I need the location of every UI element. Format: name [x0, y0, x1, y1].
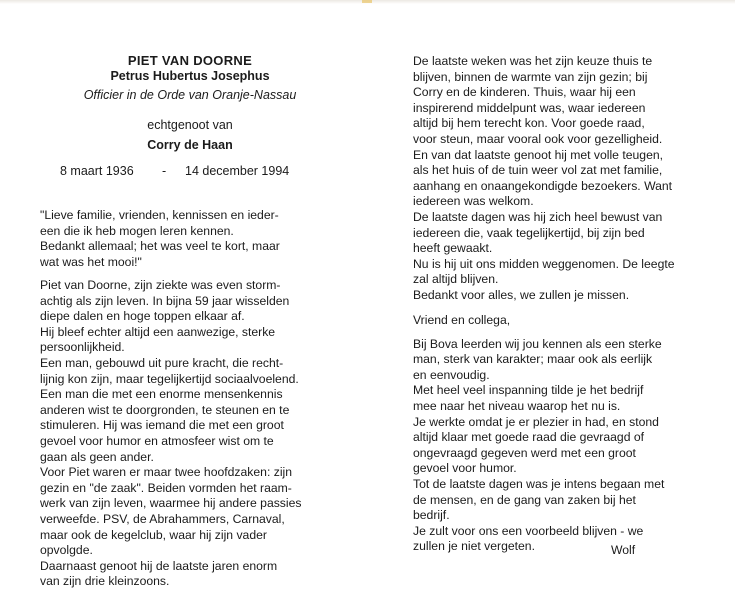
biography-text [40, 278, 301, 590]
body-line: Piet van Doorne, zijn ziekte was even storm- [40, 278, 281, 292]
tribute-line: Je werkte omdat je er plezier in had, en stond [413, 414, 659, 429]
farewell-quote [40, 208, 280, 270]
tribute-line: man, sterk van karakter; maar ook als eerlijk [413, 352, 653, 367]
tribute-line: Je zult voor ons een voorbeeld blijven - we [413, 523, 644, 538]
family-line: Nu is hij uit ons midden weggenomen. De leegte [413, 256, 675, 271]
family-line: heeft gewaakt. [413, 241, 493, 256]
tribute-line: Bij Bova leerden wij jou kennen als een sterke [413, 336, 662, 351]
body-line: gezin en "de zaak". Beiden vormden het raam- [40, 480, 292, 495]
tribute-line: mee naar het niveau waarop het nu is. [413, 398, 621, 413]
family-line: iedereen was welkom. [413, 194, 534, 209]
body-line: van zijn drie kleinzoons. [40, 574, 170, 589]
family-line: aanhang en onaangekondigde bezoekers. Want [413, 178, 673, 193]
tribute-line [413, 329, 664, 337]
body-line: diepe dalen en hoge toppen elkaar af. [40, 309, 245, 324]
quote-line: een die ik heb mogen leren kennen. [40, 223, 234, 238]
family-line: iedereen die, vaak tegelijkertijd, bij zijn bed [413, 225, 645, 240]
tribute-line: Met heel veel inspanning tilde je het bedrijf [413, 383, 644, 398]
body-line: Een man, gebouwd uit pure kracht, die recht- [40, 355, 284, 370]
fold-mark [362, 0, 372, 3]
body-line: verweefde. PSV, de Abrahammers, Carnaval, [40, 511, 285, 526]
tribute-salutation: Vriend en collega, [413, 313, 511, 327]
quote-line: Bedankt allemaal; het was veel te kort, maar [40, 239, 280, 254]
family-line: De laatste dagen was hij zich heel bewust van [413, 209, 663, 224]
body-line: gevoel voor humor en atmosfeer wist om te [40, 433, 274, 448]
spouse-label: echtgenoot van [147, 118, 233, 132]
family-line: inspirerend middelpunt was, waar iedereen [413, 100, 646, 115]
tribute-line: Tot de laatste dagen was je intens begaan met [413, 476, 665, 491]
body-line: opvolgde. [40, 543, 93, 558]
body-line: gaan als geen ander. [40, 449, 154, 464]
quote-line: wat was het mooi!" [40, 254, 142, 269]
body-line: achtig als zijn leven. In bijna 59 jaar wisselden [40, 293, 290, 308]
body-line: persoonlijkheid. [40, 340, 125, 355]
body-line: maar ook de kegelclub, waar hij zijn vader [40, 527, 267, 542]
tribute-line: altijd klaar met goede raad die gevraagd of [413, 430, 645, 445]
birth-date: 8 maart 1936 [60, 164, 134, 178]
body-line: Hij bleef echter altijd een aanwezige, sterke [40, 324, 276, 339]
signature: Wolf [611, 543, 636, 557]
family-line: De laatste weken was het zijn keuze thuis te [413, 54, 653, 68]
family-line: als het huis of de tuin weer vol zat met familie, [413, 163, 663, 178]
body-line: Een man die met een enorme mensenkennis [40, 387, 283, 402]
family-line: En van dat laatste genoot hij met volle teugen, [413, 147, 664, 162]
deceased-name: PIET VAN DOORNE [127, 53, 253, 68]
family-line: voor steun, maar vooral ook voor gezelligheid. [413, 131, 663, 146]
body-line: lijnig kon zijn, maar tegelijkertijd sociaalvoelend. [40, 371, 299, 386]
tribute-line: bedrijf. [413, 508, 450, 523]
family-line: blijven, binnen de warmte van zijn gezin; bij [413, 69, 648, 84]
family-text [413, 54, 675, 304]
tribute-line: ongevraagd gegeven werd met een groot [413, 445, 636, 460]
family-line: zal altijd blijven. [413, 272, 499, 287]
tribute-line: en eenvoudig. [413, 367, 490, 382]
tribute-line: de mensen, en de gang van zaken bij het [413, 492, 636, 507]
given-names: Petrus Hubertus Josephus [110, 69, 270, 83]
spouse-name: Corry de Haan [147, 138, 233, 152]
date-dash: - [162, 164, 167, 178]
body-line: anderen wist te doorgronden, te steunen en te [40, 402, 290, 417]
tribute-line: zullen je niet vergeten. [413, 539, 535, 554]
body-line: Voor Piet waren er maar twee hoofdzaken: zijn [40, 465, 293, 480]
family-line: Corry en de kinderen. Thuis, waar hij een [413, 85, 636, 100]
colleague-tribute [413, 313, 664, 555]
quote-line: "Lieve familie, vrienden, kennissen en ieder- [40, 208, 279, 222]
body-line: stimuleren. Hij was iemand die met een groot [40, 418, 284, 433]
tribute-line: gevoel voor humor. [413, 461, 517, 476]
honorary-title: Officier in de Orde van Oranje-Nassau [83, 88, 297, 102]
family-line: Bedankt voor alles, we zullen je missen. [413, 287, 630, 302]
body-line: Daarnaast genoot hij de laatste jaren enorm [40, 558, 278, 573]
body-line: werk van zijn leven, waarmee hij andere passies [40, 496, 302, 511]
family-line: altijd bij hem terecht kon. Voor goede raad, [413, 116, 645, 131]
death-date: 14 december 1994 [185, 164, 290, 178]
